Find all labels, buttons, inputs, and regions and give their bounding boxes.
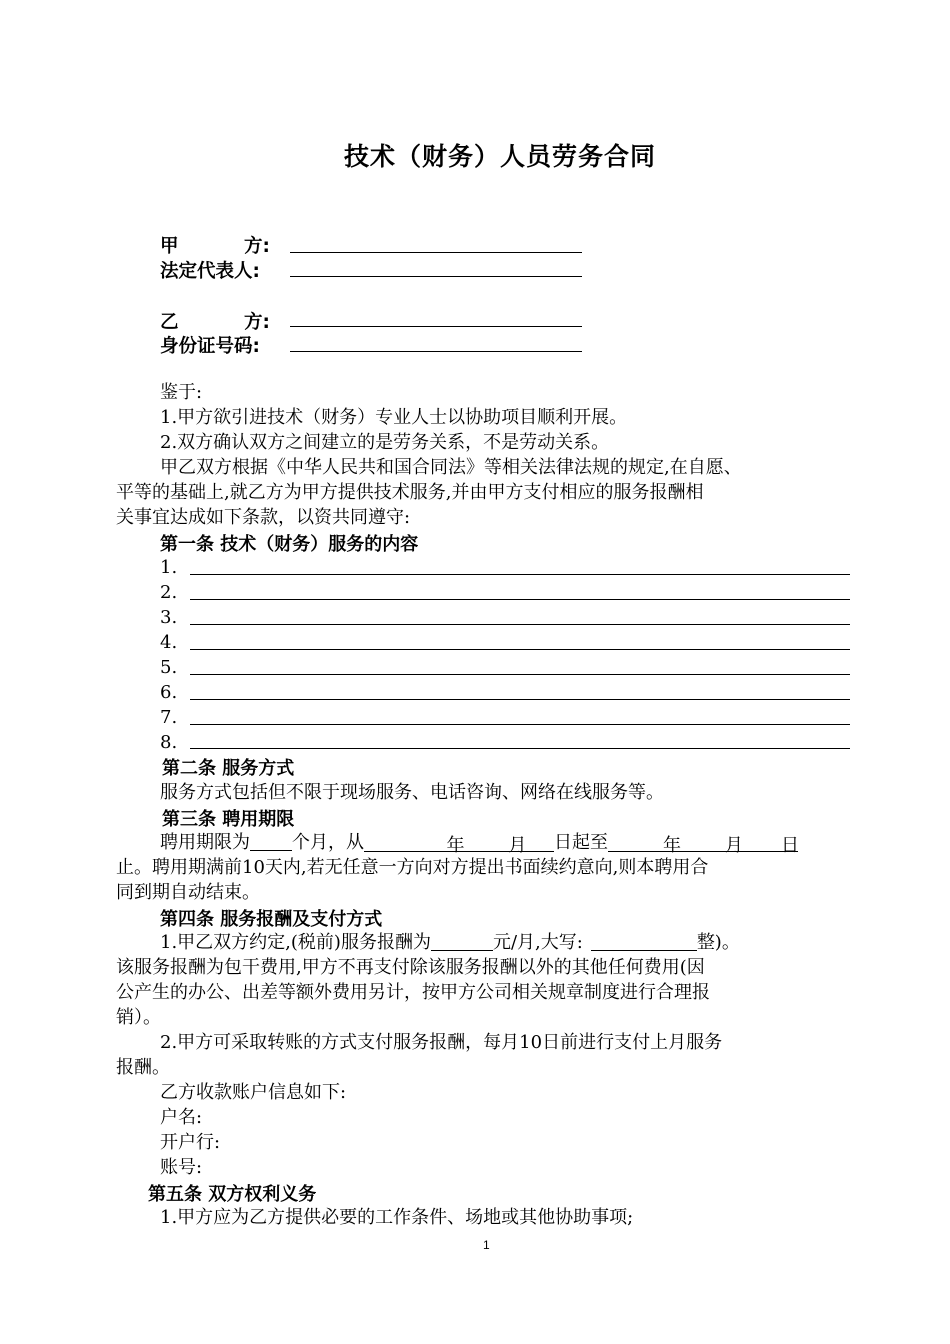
article-1-item-blank[interactable] [190, 599, 850, 600]
fee-prefix: 1.甲乙双方约定,(税前)服务报酬为 [160, 932, 431, 953]
account-info-intro: 乙方收款账户信息如下: [160, 1082, 347, 1103]
article-1-heading: 第一条 技术（财务）服务的内容 [160, 534, 419, 555]
page-title: 技术（财务）人员劳务合同 [343, 142, 656, 171]
article-1-item-number: 8. [160, 732, 178, 753]
article-1-item-blank[interactable] [190, 674, 850, 675]
article-2-heading: 第二条 服务方式 [162, 758, 295, 779]
party-b-id-label: 身份证号码: [160, 336, 260, 357]
article-2-text: 服务方式包括但不限于现场服务、电话咨询、网络在线服务等。 [160, 782, 664, 803]
term-months-blank[interactable] [250, 832, 292, 851]
preamble-paragraph-line-2: 平等的基础上,就乙方为甲方提供技术服务,并由甲方支付相应的服务报酬相 [116, 482, 704, 503]
start-date-blank[interactable] [364, 833, 554, 856]
party-a-blank[interactable] [290, 252, 582, 253]
article-3-line-3: 同到期自动结束。 [116, 882, 260, 903]
party-a-rep-blank[interactable] [290, 276, 582, 277]
party-b-label-1: 乙 [160, 312, 179, 333]
start-year-label: 年 [446, 835, 465, 856]
fee-suffix: 整)。 [696, 932, 740, 953]
article-3-line-2: 止。聘用期满前10天内,若无任意一方向对方提出书面续约意向,则本聘用合 [116, 857, 709, 878]
article-1-item-blank[interactable] [190, 574, 850, 575]
article-4-heading: 第四条 服务报酬及支付方式 [160, 909, 383, 930]
account-number-label: 账号: [160, 1157, 203, 1178]
article-4-p1-line-3: 公产生的办公、出差等额外费用另计，按甲方公司相关规章制度进行合理报 [116, 982, 710, 1003]
article-3-heading: 第三条 聘用期限 [162, 809, 295, 830]
article-4-p1-line-4: 销）。 [116, 1007, 161, 1028]
article-1-item-number: 5. [160, 657, 178, 678]
end-day-label: 日 [781, 835, 799, 856]
party-b-label-2: 方: [244, 312, 270, 333]
fee-amount-blank[interactable] [431, 932, 493, 951]
article-1-item-number: 2. [160, 582, 178, 603]
start-day-label: 日起至 [554, 832, 608, 853]
article-1-item-blank[interactable] [190, 748, 850, 749]
party-b-id-blank[interactable] [290, 351, 582, 352]
account-bank-label: 开户行: [160, 1132, 221, 1153]
end-date-blank[interactable] [608, 833, 799, 856]
article-1-item-blank[interactable] [190, 624, 850, 625]
article-1-item-blank[interactable] [190, 649, 850, 650]
article-5-p1: 1.甲方应为乙方提供必要的工作条件、场地或其他协助事项; [160, 1207, 634, 1228]
fee-unit: 元/月,大写: [492, 932, 583, 953]
article-1-item-number: 3. [160, 607, 178, 628]
preamble-item-2: 2.双方确认双方之间建立的是劳务关系，不是劳动关系。 [160, 432, 610, 453]
article-1-item-number: 6. [160, 682, 178, 703]
fee-amount-words-blank[interactable] [591, 932, 697, 951]
article-4-p2-line-2: 报酬。 [116, 1057, 170, 1078]
article-1-item-number: 4. [160, 632, 178, 653]
article-4-p2-line-1: 2.甲方可采取转账的方式支付服务报酬，每月10日前进行支付上月服务 [160, 1032, 723, 1053]
term-prefix: 聘用期限为 [160, 832, 250, 853]
article-3-line-1 [160, 830, 798, 855]
party-a-rep-label: 法定代表人: [160, 261, 260, 282]
article-4-p1-line-2: 该服务报酬为包干费用,甲方不再支付除该服务报酬以外的其他任何费用(因 [116, 957, 705, 978]
preamble-item-1: 1.甲方欲引进技术（财务）专业人士以协助项目顺利开展。 [160, 407, 628, 428]
preamble-paragraph-line-3: 关事宜达成如下条款，以资共同遵守: [116, 507, 411, 528]
whereas-label: 鉴于: [160, 382, 203, 403]
start-month-label: 月 [508, 835, 527, 856]
article-4-p1-line-1 [160, 930, 740, 955]
party-a-label-2: 方: [244, 236, 270, 257]
article-1-item-number: 7. [160, 707, 178, 728]
article-1-item-blank[interactable] [190, 699, 850, 700]
article-1-item-number: 1. [160, 557, 178, 578]
article-5-heading: 第五条 双方权利义务 [148, 1184, 317, 1205]
account-name-label: 户名: [160, 1107, 203, 1128]
article-1-item-blank[interactable] [190, 724, 850, 725]
preamble-paragraph-line-1: 甲乙双方根据《中华人民共和国合同法》等相关法律法规的规定,在自愿、 [160, 457, 742, 478]
party-b-blank[interactable] [290, 326, 582, 327]
page-number: 1 [483, 1238, 490, 1252]
party-a-label-1: 甲 [160, 236, 179, 257]
end-year-label: 年 [663, 835, 681, 856]
term-months-suffix: 个月，从 [292, 832, 364, 853]
end-month-label: 月 [725, 835, 743, 856]
